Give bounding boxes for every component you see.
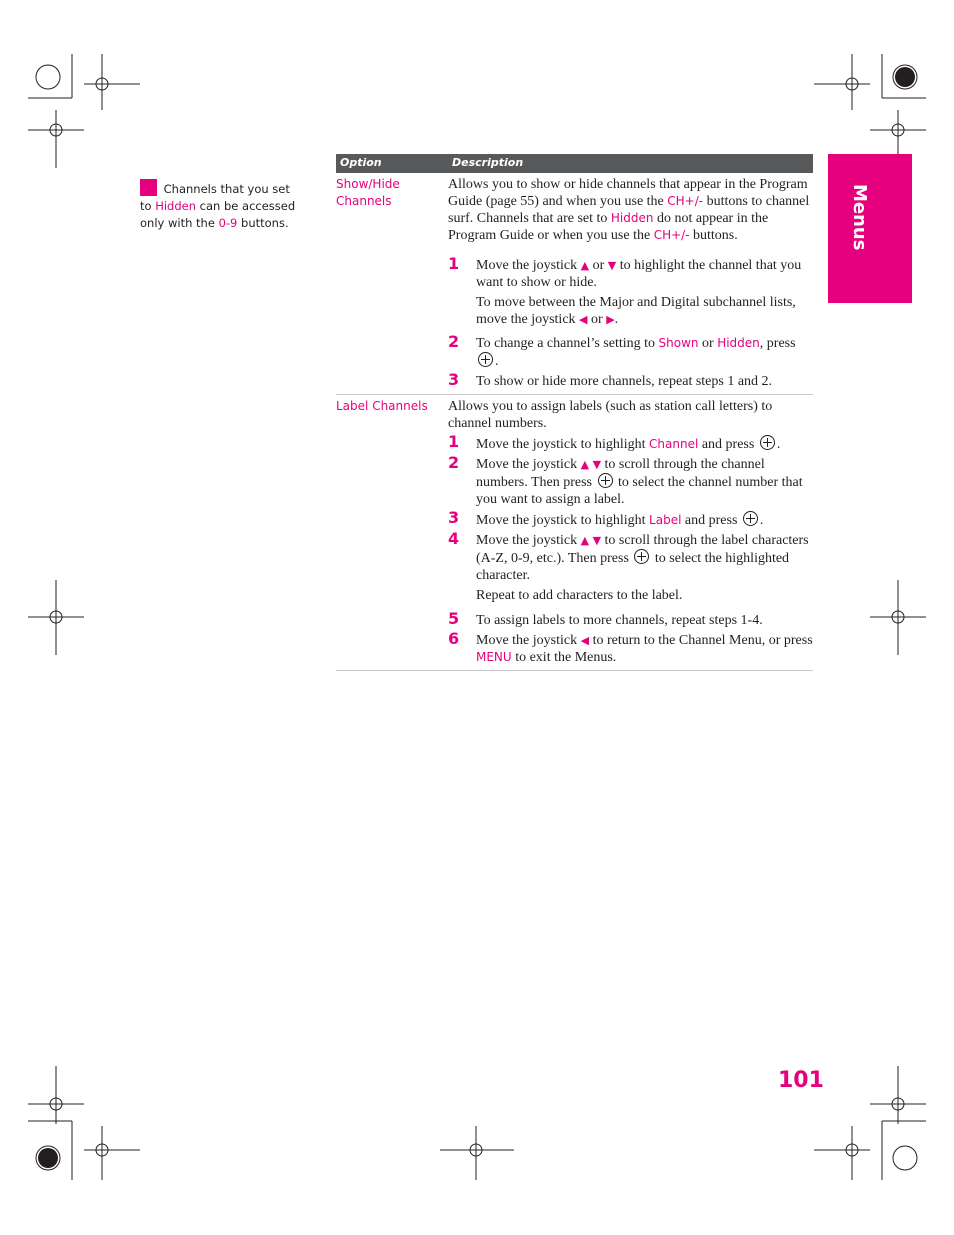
- arrow-up-icon: ▲: [580, 534, 590, 547]
- joystick-button-icon: [760, 435, 775, 450]
- column-description: Description: [452, 156, 524, 169]
- joystick-button-icon: [478, 352, 493, 367]
- step: 1 Move the joystick to highlight Channel and press .: [448, 432, 781, 452]
- arrow-left-icon: ◀: [579, 313, 588, 326]
- step: 4 Move the joystick ▲ ▼ to scroll through the label characters (A-Z, 0-9, etc.). Then press to select the highlighted character. Repeat to add characters to the label.: [448, 529, 809, 603]
- arrow-down-icon: ▼: [607, 259, 617, 272]
- arrow-up-icon: ▲: [580, 458, 590, 471]
- hidden-term: Hidden: [155, 199, 197, 213]
- table-row: [336, 173, 813, 395]
- section-tab: [828, 154, 912, 303]
- step: 6 Move the joystick ◀ to return to the Channel Menu, or press MENU to exit the Menus.: [448, 629, 813, 665]
- digits-term: 0-9: [218, 216, 238, 230]
- joystick-button-icon: [743, 511, 758, 526]
- option-label-channels: Label Channels: [336, 399, 428, 413]
- tip-note: Channels that you set to Hidden can be accessed only with the 0-9 buttons.: [140, 179, 300, 232]
- step: 3 Move the joystick to highlight Label and press .: [448, 508, 764, 528]
- step: 2 Move the joystick ▲ ▼ to scroll through the channel numbers. Then press to select the channel number that you want to assign a label.: [448, 453, 803, 507]
- arrow-down-icon: ▼: [592, 458, 602, 471]
- joystick-button-icon: [598, 473, 613, 488]
- description: Allows you to assign labels (such as station call letters) to channel numbers. 1 Move the joystick to highlight Channel and press . 2 Move the joystick ▲ ▼ to scroll through the channel numbers. Then press to select the channel number that you want to assign a label. 3 Move the joystick to highlight Label and press . 4 Move the joystick ▲ ▼ to scroll through the label characters (A-Z, 0-9, etc.). Then press to select the highlighted character. Repeat to add characters to the label. 5 To assign labels to more channels, repeat steps 1-4. 6 Move the joystick ◀ to return to the Channel Menu, or press MENU to exit the Menus.: [448, 399, 813, 665]
- page-number: 101: [778, 1068, 824, 1093]
- section-tab-label: Menus: [849, 184, 870, 251]
- column-option: Option: [340, 156, 382, 169]
- arrow-up-icon: ▲: [580, 259, 590, 272]
- table-row: [336, 395, 813, 671]
- step: 5 To assign labels to more channels, repeat steps 1-4.: [448, 609, 763, 628]
- options-table: [336, 154, 813, 671]
- table-header: [336, 154, 813, 173]
- step: 2 To change a channel’s setting to Shown or Hidden, press .: [448, 332, 796, 369]
- arrow-right-icon: ▶: [606, 313, 615, 326]
- step: 1 Move the joystick ▲ or ▼ to highlight the channel that you want to show or hide. To move between the Major and Digital subchannel lists, move the joystick ◀ or ▶.: [448, 254, 802, 327]
- description: Allows you to show or hide channels that appear in the Program Guide (page 55) and when you use the CH+/- buttons to channel surf. Channels that are set to Hidden do not appear in the Program Guide or when you use the CH+/- buttons. 1 Move the joystick ▲ or ▼ to highlight the channel that you want to show or hide. To move between the Major and Digital subchannel lists, move the joystick ◀ or ▶. 2 To change a channel’s setting to Shown or Hidden, press . 3 To show or hide more channels, repeat steps 1 and 2.: [448, 173, 813, 394]
- step: 3 To show or hide more channels, repeat steps 1 and 2.: [448, 370, 773, 389]
- joystick-button-icon: [634, 549, 649, 564]
- arrow-down-icon: ▼: [592, 534, 602, 547]
- lightbulb-icon: [140, 179, 157, 196]
- option-show-hide: Show/Hide Channels: [336, 177, 400, 208]
- arrow-left-icon: ◀: [580, 634, 590, 647]
